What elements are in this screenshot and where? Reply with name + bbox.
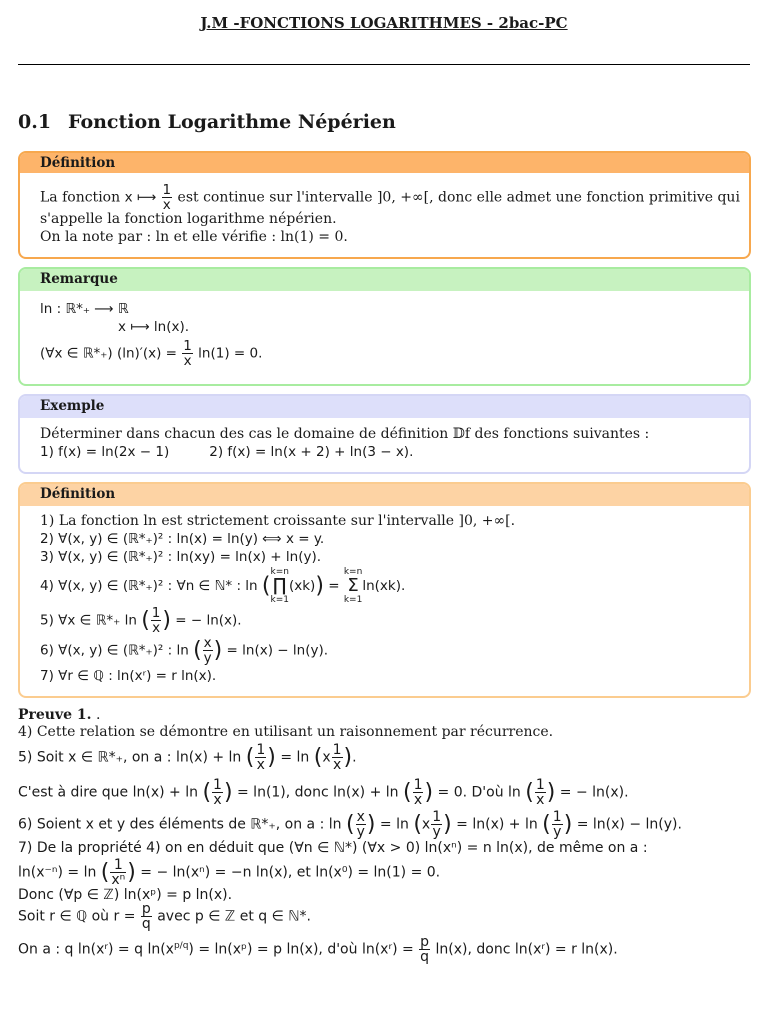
property-5 — [40, 606, 242, 635]
denominator: x — [536, 792, 545, 808]
paren: ( — [525, 780, 534, 805]
paren: ) — [424, 780, 434, 805]
text: est continue sur l'intervalle ]0, +∞[, donc elle admet une fonction primitive qui — [173, 189, 740, 206]
box-title: Exemple — [20, 396, 749, 418]
example-line-2 — [40, 444, 413, 460]
sum-operator — [344, 567, 362, 605]
numerator: 1 — [432, 809, 442, 825]
math: = ln — [275, 749, 310, 766]
text: . — [91, 707, 101, 723]
math: = — [323, 578, 344, 594]
math: 4) ∀(x, y) ∈ (ℝ*₊)² : ∀n ∈ ℕ* : ln — [40, 578, 258, 594]
math: 6) ∀(x, y) ∈ (ℝ*₊)² : ln — [40, 642, 189, 659]
fraction — [535, 778, 546, 807]
fraction — [141, 902, 152, 931]
box-title: Définition — [20, 484, 749, 506]
math: 6) Soient x et y des éléments de ℝ*₊, on a : ln — [18, 816, 342, 833]
math: x ⟼ — [124, 189, 161, 206]
numerator: 1 — [535, 777, 545, 793]
proof-line-7: Donc (∀p ∈ ℤ) ln(xᵖ) = p ln(x). — [18, 887, 233, 903]
bound: k=1 — [270, 595, 289, 605]
paren: ) — [213, 638, 223, 663]
property-3: 3) ∀(x, y) ∈ (ℝ*₊)² : ln(xy) = ln(x) + ln(y). — [40, 549, 322, 565]
numerator: p — [420, 934, 430, 950]
math: = ln(x) − ln(y). — [222, 642, 329, 659]
bound: k=n — [343, 567, 363, 577]
denominator: y — [553, 824, 562, 840]
paren: ( — [313, 745, 323, 770]
paren: ) — [563, 812, 573, 837]
remark-line-2: x ⟼ ln(x). — [118, 319, 190, 335]
math: . — [352, 749, 357, 766]
math: (xk) — [288, 578, 316, 594]
math: Soit r ∈ ℚ où r = — [18, 908, 140, 925]
math: On a : q ln(xʳ) = q ln(x — [18, 941, 174, 958]
proof-title: Preuve 1. — [18, 707, 92, 723]
numerator: 1 — [332, 742, 342, 758]
numerator: x — [356, 809, 365, 825]
property-2: 2) ∀(x, y) ∈ (ℝ*₊)² : ln(x) = ln(y) ⟺ x = y. — [40, 531, 325, 547]
paren: ) — [127, 860, 136, 885]
denominator: x — [213, 792, 222, 808]
math: C'est à dire que ln(x) + ln — [18, 784, 198, 801]
paren: ( — [202, 780, 212, 805]
remark-box — [18, 267, 751, 386]
definition-line-1 — [40, 183, 740, 212]
numerator: 1 — [162, 182, 172, 198]
bound: k=n — [270, 567, 289, 577]
denominator: x — [162, 197, 171, 213]
fraction — [203, 636, 213, 665]
remark-line-1: ln : ℝ*₊ ⟶ ℝ — [40, 301, 129, 317]
math: = ln(x) + ln — [451, 816, 538, 833]
math: = ln(1), donc ln(x) + ln — [232, 784, 399, 801]
proof-line-2 — [18, 743, 357, 772]
math: (∀x ∈ ℝ*₊) (ln)′(x) = — [40, 345, 182, 362]
math: = ln — [375, 816, 409, 833]
math: ) = ln(xᵖ) = p ln(x), d'où ln(xʳ) = — [188, 941, 419, 958]
fraction — [151, 606, 162, 635]
denominator: y — [203, 650, 212, 666]
fraction — [356, 810, 366, 839]
paren: ) — [315, 573, 324, 599]
definition-box-1 — [18, 151, 751, 259]
product-operator — [271, 567, 289, 605]
paren: ) — [443, 812, 452, 837]
math: = − ln(x). — [555, 784, 629, 801]
property-1: 1) La fonction ln est strictement croissante sur l'intervalle ]0, +∞[. — [40, 513, 516, 529]
fraction — [255, 743, 266, 772]
fraction — [552, 810, 563, 839]
denominator: x — [413, 792, 423, 808]
paren: ( — [542, 812, 551, 837]
paren: ( — [345, 812, 355, 837]
paren: ( — [402, 780, 412, 805]
math: x — [322, 749, 331, 766]
paren: ) — [366, 812, 376, 837]
box-title: Remarque — [20, 269, 749, 291]
header-rule — [18, 64, 750, 65]
numerator: 1 — [413, 777, 423, 793]
bound: k=1 — [343, 595, 363, 605]
text: La fonction — [40, 189, 125, 206]
paren: ( — [100, 860, 110, 885]
math: 5) Soit x ∈ ℝ*₊, on a : ln(x) + ln — [18, 749, 242, 766]
numerator: 1 — [256, 742, 266, 758]
denominator: y — [356, 824, 365, 840]
proof-line-5: 7) De la propriété 4) on en déduit que (∀n ∈ ℕ*) (∀x > 0) ln(xⁿ) = n ln(x), de même on a : — [18, 840, 648, 856]
section-title: Fonction Logarithme Népérien — [68, 111, 396, 133]
exercise-2: 2) f(x) = ln(x + 2) + ln(3 − x). — [209, 444, 414, 460]
denominator: q — [141, 916, 151, 932]
paren: ( — [413, 812, 422, 837]
denominator: x — [256, 757, 265, 773]
fraction — [212, 778, 223, 807]
denominator: x — [332, 757, 342, 773]
numerator: x — [203, 635, 212, 651]
paren: ) — [162, 608, 171, 633]
math: x — [421, 816, 431, 833]
proof-title-line — [18, 707, 100, 723]
math: = 0. D'où ln — [433, 784, 521, 801]
numerator: 1 — [110, 858, 126, 873]
exponent: p/q — [173, 940, 189, 951]
paren: ( — [245, 745, 255, 770]
proof-line-4 — [18, 810, 682, 839]
proof-line-6 — [18, 858, 440, 887]
example-box — [18, 394, 751, 474]
symbol: ∏ — [272, 575, 287, 596]
box-title: Définition — [20, 153, 749, 173]
denominator: xⁿ — [111, 872, 126, 888]
math: ln(xk). — [362, 578, 406, 594]
paren: ) — [343, 745, 353, 770]
paren: ) — [546, 780, 556, 805]
math: = − ln(xⁿ) = −n ln(x), et ln(x⁰) = ln(1) = 0. — [135, 864, 441, 881]
fraction — [162, 183, 173, 212]
definition-box-2 — [18, 482, 751, 698]
numerator: 1 — [552, 809, 562, 825]
paren: ( — [261, 573, 271, 599]
denominator: x — [183, 353, 192, 369]
fraction — [413, 778, 424, 807]
fraction — [419, 935, 430, 964]
remark-line-3 — [40, 339, 262, 368]
numerator: p — [141, 901, 151, 917]
proof-line-9 — [18, 935, 618, 964]
paren: ) — [223, 780, 233, 805]
fraction — [431, 810, 442, 839]
section-heading — [18, 111, 396, 133]
math: ln(x⁻ⁿ) = ln — [18, 864, 97, 881]
paren: ( — [141, 608, 150, 633]
section-number: 0.1 — [18, 111, 52, 133]
fraction — [182, 339, 193, 368]
paren: ) — [267, 745, 276, 770]
property-4 — [40, 567, 405, 605]
math: ln(1) = 0. — [193, 345, 263, 362]
numerator: 1 — [151, 605, 161, 621]
math: 5) ∀x ∈ ℝ*₊ ln — [40, 612, 137, 629]
numerator: 1 — [213, 777, 222, 793]
exercise-1: 1) f(x) = ln(2x − 1) — [40, 444, 170, 460]
proof-line-3 — [18, 778, 629, 807]
math: avec p ∈ ℤ et q ∈ ℕ*. — [152, 908, 311, 925]
definition-line-2: s'appelle la fonction logarithme népérien. — [40, 211, 337, 227]
property-6 — [40, 636, 328, 665]
proof-line-8 — [18, 902, 311, 931]
proof-line-1: 4) Cette relation se démontre en utilisant un raisonnement par récurrence. — [18, 724, 554, 740]
paren: ( — [193, 638, 202, 663]
symbol: Σ — [347, 575, 359, 596]
numerator: 1 — [183, 338, 192, 354]
property-7: 7) ∀r ∈ ℚ : ln(xʳ) = r ln(x). — [40, 668, 217, 684]
fraction — [110, 858, 126, 887]
definition-line-3: On la note par : ln et elle vérifie : ln(1) = 0. — [40, 229, 348, 245]
math: ln(x), donc ln(xʳ) = r ln(x). — [431, 941, 618, 958]
denominator: x — [152, 620, 161, 636]
fraction — [332, 743, 343, 772]
page-header-title: J.M -FONCTIONS LOGARITHMES - 2bac-PC — [200, 14, 568, 32]
example-line-1: Déterminer dans chacun des cas le domaine de définition 𝔻f des fonctions suivantes : — [40, 426, 650, 442]
math: = ln(x) − ln(y). — [572, 816, 682, 833]
math: = − ln(x). — [170, 612, 242, 629]
denominator: y — [432, 824, 441, 840]
denominator: q — [420, 949, 430, 965]
